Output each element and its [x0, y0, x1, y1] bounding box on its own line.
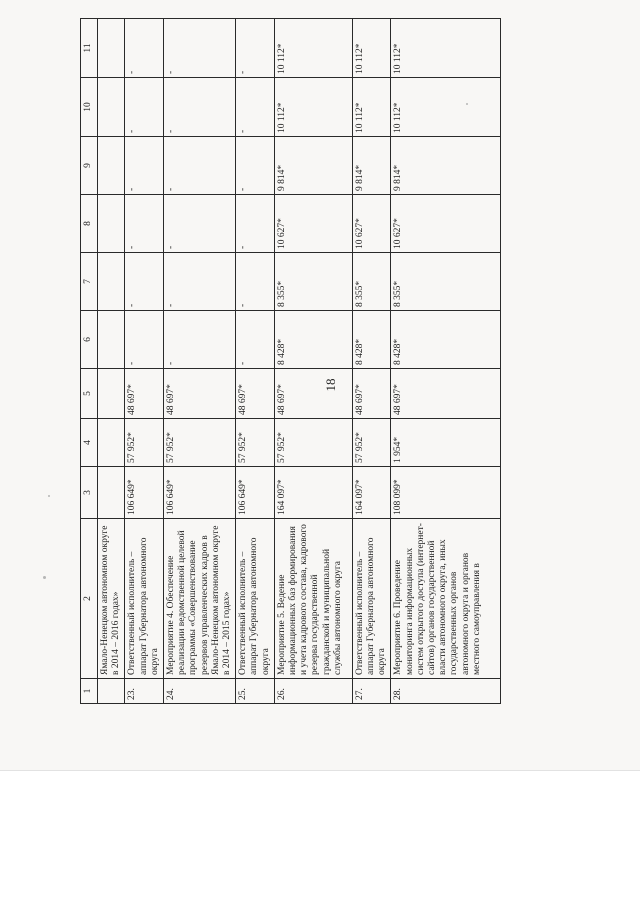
value-cell: [98, 19, 125, 78]
row-number: 24.: [164, 679, 236, 704]
row-number: 25.: [236, 679, 275, 704]
table-header-row: [81, 19, 98, 704]
table-row: [164, 19, 236, 704]
value-cell: -: [164, 253, 236, 311]
value-cell: -: [125, 137, 164, 195]
value-cell: 48 697*: [236, 369, 275, 419]
value-cell: 48 697*: [125, 369, 164, 419]
value-cell: 10 627*: [274, 195, 352, 253]
column-header: 8: [81, 195, 98, 253]
value-cell: [98, 195, 125, 253]
column-header: 2: [81, 519, 98, 679]
value-cell: -: [236, 195, 275, 253]
row-description: Ответственный исполнитель – аппарат Губернатора автономного округа: [125, 519, 164, 679]
value-cell: 10 112*: [391, 78, 501, 137]
row-number: [98, 679, 125, 704]
value-cell: -: [125, 19, 164, 78]
value-cell: -: [164, 137, 236, 195]
value-cell: 57 952*: [352, 419, 391, 467]
budget-table: [80, 18, 501, 704]
value-cell: [98, 253, 125, 311]
row-description: Мероприятие 6. Проведение мониторинга информационных систем открытого доступа (интернет-сайтов) органов государственной власти автономного округа, иных государственных органов автономного округа и органов местного самоуправления в: [391, 519, 501, 679]
value-cell: 57 952*: [274, 419, 352, 467]
page-number: 18: [323, 378, 338, 392]
value-cell: 10 112*: [274, 19, 352, 78]
value-cell: 8 428*: [352, 311, 391, 369]
value-cell: 48 697*: [164, 369, 236, 419]
value-cell: 48 697*: [391, 369, 501, 419]
row-description: Ответственный исполнитель – аппарат Губернатора автономного округа: [236, 519, 275, 679]
value-cell: 9 814*: [274, 137, 352, 195]
budget-table-wrapper: [80, 19, 482, 704]
value-cell: -: [164, 195, 236, 253]
column-header: 10: [81, 78, 98, 137]
column-header: 6: [81, 311, 98, 369]
scan-speck: [48, 495, 50, 497]
value-cell: 8 355*: [391, 253, 501, 311]
column-header: 5: [81, 369, 98, 419]
value-cell: [98, 419, 125, 467]
value-cell: -: [236, 253, 275, 311]
value-cell: 8 428*: [274, 311, 352, 369]
value-cell: -: [125, 195, 164, 253]
value-cell: -: [164, 311, 236, 369]
value-cell: 106 649*: [164, 467, 236, 519]
value-cell: 48 697*: [352, 369, 391, 419]
row-number: 28.: [391, 679, 501, 704]
table-row: [274, 19, 352, 704]
value-cell: 10 112*: [352, 19, 391, 78]
value-cell: 164 097*: [274, 467, 352, 519]
column-header: 9: [81, 137, 98, 195]
value-cell: -: [125, 311, 164, 369]
column-header: 4: [81, 419, 98, 467]
value-cell: 10 112*: [391, 19, 501, 78]
value-cell: 10 112*: [274, 78, 352, 137]
table-row: [391, 19, 501, 704]
value-cell: 57 952*: [125, 419, 164, 467]
value-cell: [98, 311, 125, 369]
value-cell: 8 355*: [274, 253, 352, 311]
value-cell: 9 814*: [391, 137, 501, 195]
table-row: [236, 19, 275, 704]
row-description: Мероприятие 5. Ведение информационных баз формирования и учета кадрового состава, кадрового резерва государственной гражданской и муниципальной службы автономного округа: [274, 519, 352, 679]
table-row: [125, 19, 164, 704]
value-cell: 10 627*: [391, 195, 501, 253]
table-row: [98, 19, 125, 704]
row-number: 27.: [352, 679, 391, 704]
column-header: 11: [81, 19, 98, 78]
column-header: 7: [81, 253, 98, 311]
value-cell: [98, 78, 125, 137]
value-cell: 164 097*: [352, 467, 391, 519]
row-number: 26.: [274, 679, 352, 704]
value-cell: 10 627*: [352, 195, 391, 253]
row-number: 23.: [125, 679, 164, 704]
value-cell: 48 697*: [274, 369, 352, 419]
row-description: Мероприятие 4. Обеспечение реализации ведомственной целевой программы «Совершенствование резервов управленческих кадров в Ямало-Ненецком автономном округе в 2014 – 2015 годах»: [164, 519, 236, 679]
value-cell: [98, 137, 125, 195]
value-cell: 8 355*: [352, 253, 391, 311]
value-cell: 10 112*: [352, 78, 391, 137]
value-cell: [98, 467, 125, 519]
value-cell: 106 649*: [236, 467, 275, 519]
value-cell: -: [236, 78, 275, 137]
value-cell: -: [125, 253, 164, 311]
table-row: [352, 19, 391, 704]
value-cell: -: [236, 311, 275, 369]
row-description: Ответственный исполнитель – аппарат Губернатора автономного округа: [352, 519, 391, 679]
value-cell: -: [236, 137, 275, 195]
value-cell: 57 952*: [164, 419, 236, 467]
scan-speck: [43, 576, 46, 579]
value-cell: 8 428*: [391, 311, 501, 369]
value-cell: 1 954*: [391, 419, 501, 467]
value-cell: 9 814*: [352, 137, 391, 195]
column-header: 3: [81, 467, 98, 519]
column-header: 1: [81, 679, 98, 704]
value-cell: 106 649*: [125, 467, 164, 519]
value-cell: -: [164, 78, 236, 137]
value-cell: -: [236, 19, 275, 78]
value-cell: 57 952*: [236, 419, 275, 467]
value-cell: [98, 369, 125, 419]
row-description: Ямало-Ненецком автономном округе в 2014 – 2016 годах»: [98, 519, 125, 679]
value-cell: -: [125, 78, 164, 137]
value-cell: -: [164, 19, 236, 78]
value-cell: 108 099*: [391, 467, 501, 519]
